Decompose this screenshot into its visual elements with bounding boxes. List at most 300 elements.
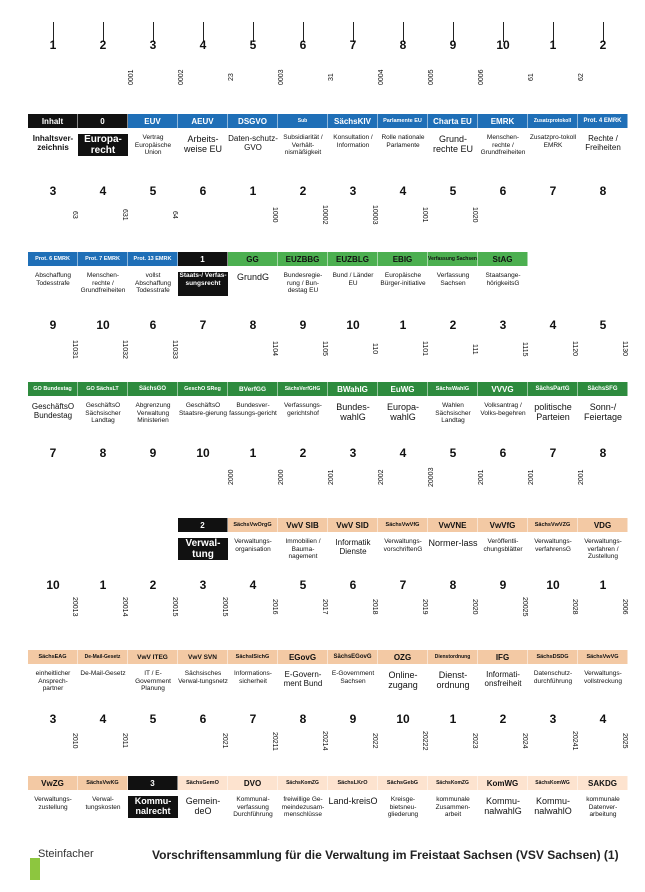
tab-code: 2011 [121,733,128,749]
tab-number: 5 [449,446,457,460]
tab-number: 5 [149,184,157,198]
tab-code: 1104 [271,341,278,357]
tab-number: 4 [99,184,107,198]
tab-label [578,272,628,296]
tab-tag: De-Mail-Gesetz [78,650,128,664]
tab-code: 10002 [321,205,328,225]
tab-tag: GO Bundestag [28,382,78,396]
tab-label: Verwaltungs-verfahren / Zustellung [584,538,622,560]
tab-label: Europa-recht [78,134,128,156]
tab-number: 1 [599,578,607,592]
tab-code: 2028 [571,599,578,615]
tab-number: 10 [196,446,210,460]
tab-code [178,336,228,362]
tab-tag: Prot. 4 EMRK [578,114,628,128]
tab-label: Verwaltungs-verfahrensG [534,538,572,553]
tab-code: 11031 [71,339,78,359]
tab-number: 3 [549,712,557,726]
brand-name: Steinfacher [38,848,94,860]
tab-tag: SächsGemO [178,776,228,790]
tab-label: Kommu-nalwahlO [534,796,572,816]
tab-number: 7 [49,446,57,460]
tab-code: 20003 [428,467,435,487]
tab-label: Bundes-wahlG [336,402,370,422]
code-row [28,464,628,490]
tab-tag: KomWG [478,776,528,790]
tab-tag: VwVfG [478,518,528,532]
tab-tag: SächsVwVfG [378,518,428,532]
tab-tag: SächsSFG [578,382,628,396]
tab-number: 8 [249,318,257,332]
tab-number: 4 [249,578,257,592]
tab-tag: EGovG [278,650,328,664]
tab-label: Rolle nationale Parlamente [381,134,425,149]
tab-number-row [28,318,628,334]
tab-label: kommunale Datenver-arbeitung [586,796,620,818]
code-row [28,336,628,362]
label-row [28,272,628,296]
tab-code: 20222 [421,731,428,751]
tab-code: 64 [171,211,178,219]
tab-tag: Dienstordnung [428,650,478,664]
tab-code [528,202,578,228]
tab-number: 2 [299,184,307,198]
tab-number: 9 [299,318,307,332]
tab-tag: SächsGebG [378,776,428,790]
tab-number: 7 [199,318,207,332]
tab-tag: Sub [278,114,328,128]
tab-tag: SächsLKrO [328,776,378,790]
tab-code: 10003 [371,205,378,225]
brand-logo-mark [30,858,40,880]
tab-tag [128,518,178,532]
tab-number-row [28,38,628,54]
tab-number: 1 [399,318,407,332]
tab-label: kommunale Zusammen-arbeit [435,796,471,818]
tab-tag [28,518,78,532]
tab-number: 8 [399,38,407,52]
tab-number: 10 [346,318,360,332]
tab-number: 2 [99,38,107,52]
tab-code: 0003 [278,69,285,85]
tab-tag: SächsVwOrgG [228,518,278,532]
tab-code: 1000 [271,207,278,223]
tab-number: 3 [199,578,207,592]
tab-code: 20214 [321,731,328,751]
tab-tag: Prot. 6 EMRK [28,252,78,266]
tab-number: 9 [499,578,507,592]
tab-tag: SächsVwVG [578,650,628,664]
tab-number: 7 [249,712,257,726]
tab-code: 2001 [328,469,335,485]
tab-number: 2 [299,446,307,460]
tab-code [28,464,78,490]
tab-code: 2025 [621,733,628,749]
tab-code: 63 [71,211,78,219]
tab-tag: OZG [378,650,428,664]
tab-tag: Inhalt [28,114,78,128]
tab-label: politische Parteien [534,402,572,422]
tab-tag: GG [228,252,278,266]
tab-code: 1130 [621,341,628,357]
tab-label: Online-zugang [388,670,418,690]
tab-number: 10 [396,712,410,726]
tab-label: Staatsange-hörigkeitsG [485,272,521,287]
tab-number: 9 [449,38,457,52]
tab-number: 4 [399,446,407,460]
label-row [28,402,628,425]
label-row [28,538,628,561]
tab-tag: VwV ITEG [128,650,178,664]
tab-number: 6 [199,184,207,198]
tab-number: 8 [449,578,457,592]
tab-label: Bund / Länder EU [332,272,374,287]
tab-tag: Verfassung Sachsen [428,252,478,266]
tab-label: GeschäftsO Staatsre-gierung [178,402,228,417]
tab-code: 1120 [571,341,578,357]
tab-label: Europa-wahlG [386,402,420,422]
tab-tag: SächsKIV [328,114,378,128]
tab-label [128,538,178,561]
tab-code [128,728,178,754]
tab-label: Datenschutz-durchführung [533,670,573,685]
tab-code: 2000 [278,469,285,485]
tab-number: 6 [149,318,157,332]
tab-label: Abschaffung Todesstrafe [34,272,72,287]
tab-code [128,464,178,490]
tab-number: 8 [299,712,307,726]
code-row [28,594,628,620]
tab-tag: 0 [78,114,128,128]
tab-number: 5 [599,318,607,332]
tab-code: 31 [328,73,335,81]
tab-label: Daten-schutz-GVO [228,134,278,152]
tab-tag: EBIG [378,252,428,266]
tab-code [578,202,628,228]
tag-row [28,382,628,396]
tab-label: Menschen-rechte / Grundfreiheiten [480,134,526,156]
tab-label [528,272,578,296]
tab-tag: BWahlG [328,382,378,396]
tab-code: 2021 [221,733,228,749]
label-row [28,796,628,819]
tab-tag: Parlamente EU [378,114,428,128]
tab-tag: 1 [178,252,228,266]
tab-number: 1 [249,446,257,460]
tab-number: 1 [49,38,57,52]
tab-code: 11032 [121,339,128,359]
tab-label: Kreisge-bietsneu-gliederung [387,796,419,818]
tab-label: vollst Abschaffung Todesstrafe [134,272,172,294]
tab-code: 20014 [121,597,128,617]
tab-tag: EUV [128,114,178,128]
tab-number: 8 [99,446,107,460]
tab-label: Veröffentli-chungsblätter [483,538,523,553]
tab-tag: SächsKomZG [278,776,328,790]
tab-label: Inhaltsver-zeichnis [32,134,74,152]
tab-tag: SächsDSDG [528,650,578,664]
tab-code: 0005 [428,69,435,85]
tab-label: De-Mail-Gesetz [80,670,126,677]
tab-number-row [28,446,628,462]
tab-tag: SächsEAG [28,650,78,664]
tab-label: Grund-rechte EU [432,134,474,154]
tab-code [28,64,78,90]
tab-code: 0004 [378,69,385,85]
tab-tag: SächsVerfGHG [278,382,328,396]
tab-tag: EuWG [378,382,428,396]
tab-tag: SächsVwVZG [528,518,578,532]
tab-label: Abgrenzung Verwaltung Ministerien [135,402,171,424]
tab-code: 2001 [478,469,485,485]
tab-label: Gemein-deO [185,796,221,816]
tab-number: 7 [399,578,407,592]
tab-number: 3 [349,184,357,198]
tab-label: einheitlicher Ansprech-partner [35,670,71,692]
tab-code: 2022 [371,733,378,749]
tab-label: GeschäftsO Sächsischer Landtag [85,402,121,424]
tab-number: 5 [249,38,257,52]
tab-label: Informatik Dienste [335,538,371,556]
tab-number: 3 [349,446,357,460]
tab-label: Verwaltungs-organisation [234,538,272,553]
tab-label: Staats-/ Verfas-sungsrecht [178,272,228,296]
tab-code: 2001 [578,469,585,485]
tab-label: Immobilien / Bauma-nagement [285,538,321,560]
tab-code: 20211 [271,731,278,751]
tab-label: Verfassungs-gerichtshof [284,402,322,417]
tab-number: 10 [546,578,560,592]
tab-number: 6 [299,38,307,52]
tab-code: 2024 [521,733,528,749]
tab-number: 4 [199,38,207,52]
tab-number: 10 [96,318,110,332]
tab-number: 3 [149,38,157,52]
tab-code [78,464,128,490]
tab-number: 1 [99,578,107,592]
tab-number: 6 [499,184,507,198]
tab-label: Informations-sicherheit [234,670,272,685]
tab-tag: GO SächsLT [78,382,128,396]
tab-tag: SAKDG [578,776,628,790]
tab-label: Land-kreisO [328,796,378,806]
tab-tag: VwVNE [428,518,478,532]
tag-row [28,776,628,790]
tab-label: Kommu-nalwahlG [484,796,522,816]
tab-tag: 3 [128,776,178,790]
code-row [28,64,628,90]
tab-code: 2019 [421,599,428,615]
tab-number: 4 [549,318,557,332]
tab-tag: VDG [578,518,628,532]
tab-code: 110 [371,343,378,355]
tab-tag: DSGVO [228,114,278,128]
page-title: Vorschriftensammlung für die Verwaltung im Freistaat Sachsen (VSV Sachsen) (1) [152,848,619,862]
tab-code: 62 [578,73,585,81]
tab-number: 4 [99,712,107,726]
tab-label: GeschäftsO Bundestag [31,402,75,420]
tab-label: freiwillige Ge-meindezusam-menschlüsse [281,796,325,818]
tab-label: Menschen-rechte / Grundfreiheiten [80,272,126,294]
tab-tag: GeschO SReg [178,382,228,396]
tab-label: Wahlen Sächsischer Landtag [435,402,471,424]
tab-code: 111 [471,343,478,355]
tab-number: 2 [599,38,607,52]
tab-number: 9 [349,712,357,726]
tab-label: Verwal-tungskosten [85,796,121,811]
tab-tag: EUZBBG [278,252,328,266]
tab-tag: VVVG [478,382,528,396]
tab-label: Kommunal-verfassung Durchführung [233,796,273,818]
tab-label: Verwal-tung [178,538,228,560]
tab-code: 2020 [471,599,478,615]
tab-label: Vertrag Europäische Union [134,134,172,156]
tab-code: 2000 [228,469,235,485]
tab-tag: StAG [478,252,528,266]
tab-tag: SächsVwKG [78,776,128,790]
tab-code: 0001 [128,69,135,85]
tab-tag [78,518,128,532]
tab-label: Verfassung Sachsen [436,272,470,287]
tab-label: Kommu-nalrecht [128,796,178,818]
tab-label: Bundesver-fassungs-gericht [229,402,277,417]
tab-code: 1001 [421,207,428,223]
tab-number: 5 [149,712,157,726]
tab-code: 20025 [521,597,528,617]
tab-number-row [28,578,628,594]
tab-number: 6 [499,446,507,460]
tab-number: 2 [149,578,157,592]
tab-number: 10 [496,38,510,52]
tab-code: 20241 [571,731,578,751]
tab-number: 5 [449,184,457,198]
tab-code [478,202,528,228]
tab-tag: IFG [478,650,528,664]
tab-code: 2006 [621,599,628,615]
tab-tag: VwZG [28,776,78,790]
tab-label: Arbeits-weise EU [183,134,222,154]
tab-tag: Charta EU [428,114,478,128]
tab-number: 2 [499,712,507,726]
tab-code: 1020 [471,207,478,223]
tab-label: E-Government Sachsen [331,670,375,685]
tab-tag: VwV SIB [278,518,328,532]
tab-code: 20015 [221,597,228,617]
tab-tag [578,252,628,266]
tab-label: Sonn-/ Feiertage [583,402,623,422]
tab-number: 3 [499,318,507,332]
tab-code: 20013 [71,597,78,617]
tab-label: Rechte / Freiheiten [585,134,621,152]
tab-number: 8 [599,184,607,198]
tab-tag: SächsISichG [228,650,278,664]
tab-number: 3 [49,712,57,726]
label-row [28,134,628,157]
tab-number: 4 [399,184,407,198]
tab-code: 2017 [321,599,328,615]
tab-tag [528,252,578,266]
tab-number: 3 [49,184,57,198]
tab-code: 0002 [178,69,185,85]
tab-code: 2002 [378,469,385,485]
tab-tag: VwV SID [328,518,378,532]
tab-tag: Prot. 7 EMRK [78,252,128,266]
tab-tag: SächsEGovG [328,650,378,664]
tab-label: Normer-lass [428,538,478,548]
tab-code: 2010 [71,733,78,749]
tab-number: 7 [549,446,557,460]
tab-number: 7 [349,38,357,52]
tab-code: 1105 [321,341,328,357]
tab-label: GrundG [236,272,269,282]
tab-label: E-Govern-ment Bund [283,670,323,688]
label-row [28,670,628,693]
tab-code: 11033 [171,339,178,359]
tab-code: 61 [528,73,535,81]
tab-label: Europäische Bürger-initiative [380,272,426,287]
tab-label: Dienst-ordnung [436,670,470,690]
tab-number-row [28,712,628,728]
tab-label: Zusatzpro-tokoll EMRK [529,134,577,149]
tab-number: 8 [599,446,607,460]
tab-label: Bundesregie-rung / Bun-destag EU [283,272,323,294]
tab-label [28,538,78,561]
code-row [28,728,628,754]
tab-number: 1 [549,38,557,52]
tab-code: 2023 [471,733,478,749]
tab-tag: BVerfGG [228,382,278,396]
tab-sheet [28,0,628,840]
tab-number: 1 [449,712,457,726]
tab-tag: DVO [228,776,278,790]
tab-code: 2018 [371,599,378,615]
tab-tag: SächsPartG [528,382,578,396]
tab-code [178,202,228,228]
tab-tag: AEUV [178,114,228,128]
tag-row [28,650,628,664]
tab-tag: SächsKomWG [528,776,578,790]
tab-tag: SächsKomZG [428,776,478,790]
footer [30,846,630,880]
tab-code: 2016 [271,599,278,615]
tab-tag: SächsWahlG [428,382,478,396]
tag-row [28,518,628,532]
tab-number: 6 [199,712,207,726]
tab-code [78,64,128,90]
tab-tag: EMRK [478,114,528,128]
tab-label: Sächsisches Verwal-tungsnetz [178,670,228,685]
tab-code: 2001 [528,469,535,485]
tab-label: Informati-onsfreiheit [484,670,522,688]
tab-code: 0006 [478,69,485,85]
tab-label: Volksantrag / Volks-begehren [480,402,526,417]
tab-label: Subsidiarität / Verhält-nismäßigkeit [283,134,323,156]
tab-number-row [28,184,628,200]
tab-code: 20015 [171,597,178,617]
tab-number: 10 [46,578,60,592]
tag-row [28,252,628,266]
tab-label: Verwaltungs-vollstreckung [584,670,622,685]
tag-row [28,114,628,128]
tab-tag: Zusatzprotokoll [528,114,578,128]
tab-label: Konsultation / Information [333,134,373,149]
tab-tag: Prot. 13 EMRK [128,252,178,266]
tab-tag: 2 [178,518,228,532]
tab-number: 9 [149,446,157,460]
code-row [28,202,628,228]
tab-code: 631 [121,209,128,221]
tab-number: 2 [449,318,457,332]
